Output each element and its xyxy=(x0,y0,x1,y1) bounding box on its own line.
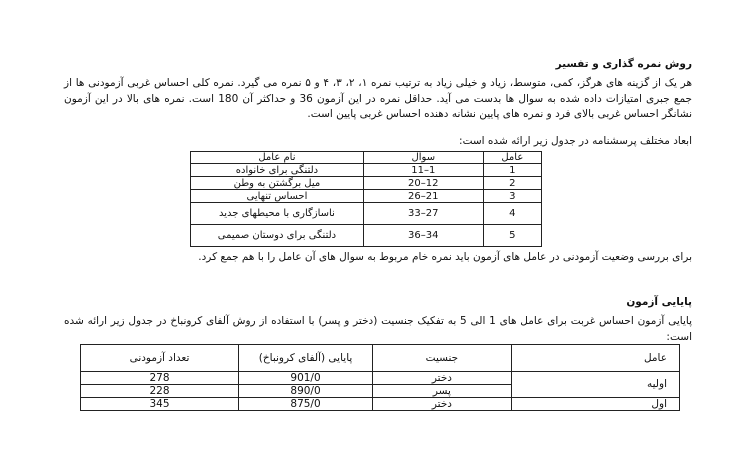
gender-cell: دختر xyxy=(373,372,512,385)
factor-name: دلتنگی برای خانواده xyxy=(191,164,364,177)
factor-number: 3 xyxy=(483,190,541,203)
reliability-title: پایایی آزمون xyxy=(626,296,692,308)
gender-cell: دختر xyxy=(373,398,512,411)
factor-cell: اولیه xyxy=(511,372,679,398)
dimensions-intro: ابعاد مختلف پرسشنامه در جدول زیر ارائه شده است: xyxy=(459,135,692,147)
reliability-cell: 890/0 xyxy=(238,385,372,398)
scoring-title: روش نمره گذاری و تفسیر xyxy=(555,58,692,70)
question-range: 1–11 xyxy=(363,164,483,177)
factor-name: احساس تنهایی xyxy=(191,190,364,203)
header-question: سوال xyxy=(363,152,483,164)
header-factor: عامل xyxy=(511,345,679,372)
reliability-table xyxy=(80,344,680,411)
factor-number: 5 xyxy=(483,225,541,247)
factor-number: 1 xyxy=(483,164,541,177)
gender-cell: پسر xyxy=(373,385,512,398)
table-row xyxy=(191,177,542,190)
reliability-paragraph: پایایی آزمون احساس غربت برای عامل های 1 الی 5 به تفکیک جنسیت (دختر و پسر) با استفاده از روش آلفای کرونباخ در جدول زیر ارائه شده است: xyxy=(64,315,692,343)
factor-number: 4 xyxy=(483,203,541,225)
table-row xyxy=(81,398,680,411)
reliability-cell: 875/0 xyxy=(238,398,372,411)
reliability-cell: 901/0 xyxy=(238,372,372,385)
review-paragraph: برای بررسی وضعیت آزمودنی در عامل های آزمون باید نمره خام مربوط به سوال های آن عامل را با هم جمع کرد. xyxy=(198,251,692,263)
header-factor-name: نام عامل xyxy=(191,152,364,164)
header-factor: عامل xyxy=(483,152,541,164)
count-cell: 228 xyxy=(81,385,239,398)
factor-name: میل برگشتن به وطن xyxy=(191,177,364,190)
factors-table-header xyxy=(191,152,542,164)
scoring-paragraph: هر یک از گزینه های هرگز، کمی، متوسط، زیاد و خیلی زیاد به ترتیب نمره ۱، ۲، ۳، ۴ و ۵ نمره می گیرد. نمره کلی احساس غربی آزمودنی ها از جمع جبری امتیازات داده شده به سوال ها بدست می آید. حداقل نمره در این آزمون 36 و حداکثر آن 180 است. نمره های بالا در این آزمون نشانگر احساس غربی بالای فرد و نمره های پایین نشانه دهنده احساس غربی پایین است. xyxy=(64,77,693,120)
factors-table xyxy=(190,151,542,247)
reliability-table-header xyxy=(81,345,680,372)
header-gender: جنسیت xyxy=(373,345,512,372)
table-row xyxy=(81,372,680,385)
table-row xyxy=(191,190,542,203)
factor-number: 2 xyxy=(483,177,541,190)
table-row xyxy=(191,225,542,247)
question-range: 12–20 xyxy=(363,177,483,190)
question-range: 27–33 xyxy=(363,203,483,225)
factor-name: ناسازگاری با محیطهای جدید xyxy=(191,203,364,225)
table-row xyxy=(191,203,542,225)
header-reliability: پایایی (آلفای کرونباخ) xyxy=(238,345,372,372)
factor-cell: اول xyxy=(511,398,679,411)
question-range: 34–36 xyxy=(363,225,483,247)
question-range: 21–26 xyxy=(363,190,483,203)
count-cell: 345 xyxy=(81,398,239,411)
factor-name: دلتنگی برای دوستان صمیمی xyxy=(191,225,364,247)
header-count: تعداد آزمودنی xyxy=(81,345,239,372)
table-row xyxy=(191,164,542,177)
count-cell: 278 xyxy=(81,372,239,385)
